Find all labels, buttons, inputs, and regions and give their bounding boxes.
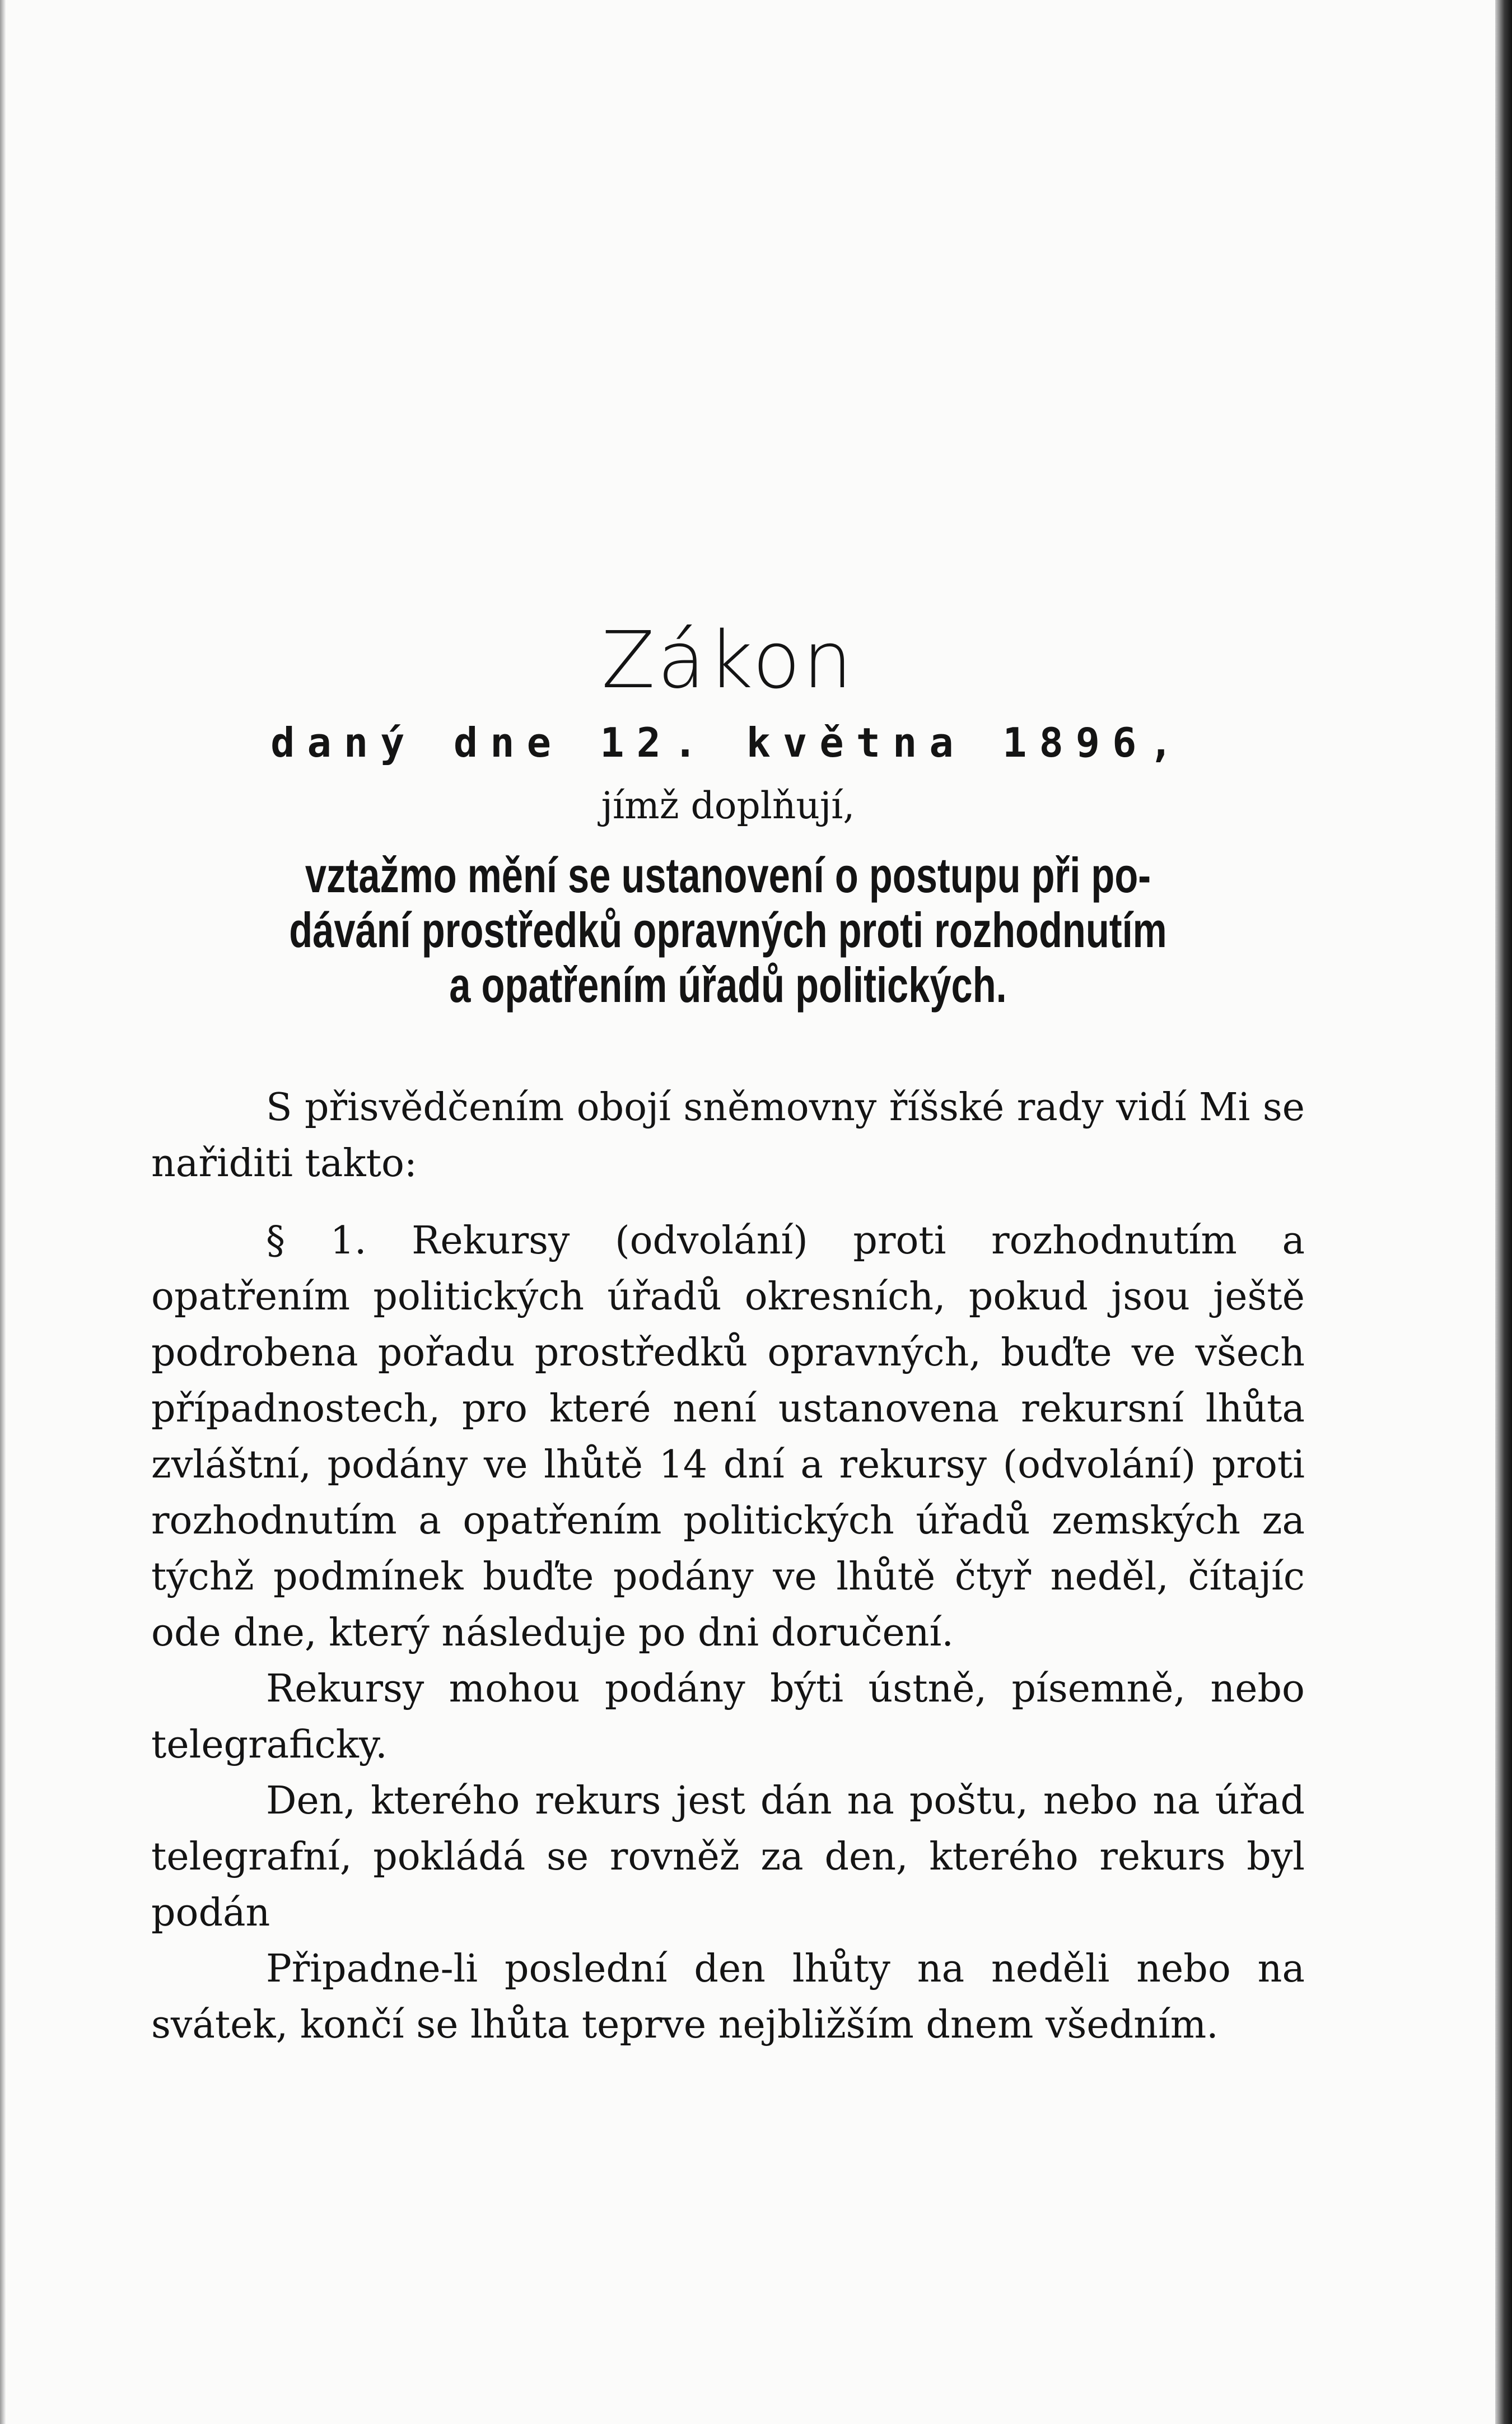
heading-line: a opatřením úřadů politických. [449, 957, 1007, 1013]
document-title: Zákon [601, 615, 855, 706]
body-paragraph: Rekursy mohou podány býti ústně, písemně, nebo telegraficky. [151, 1667, 1305, 1767]
heading-line: dávání prostředků opravných proti rozhodnutím [289, 902, 1167, 958]
law-text-block [151, 615, 1305, 2053]
law-heading [151, 848, 1304, 1013]
preamble-paragraph: S přisvědčením obojí sněmovny říšské rady vidí Mi se nařiditi takto: [151, 1085, 1305, 1186]
connector-line: jímž doplňují, [601, 784, 855, 827]
body-paragraph: Připadne-li poslední den lhůty na neděli nebo na svátek, končí se lhůta teprve nejbližším dnem všedním. [151, 1947, 1305, 2047]
page-right-edge [1495, 0, 1512, 2424]
page-left-edge [0, 0, 6, 2424]
law-body [151, 1080, 1305, 2053]
body-paragraph: Den, kterého rekurs jest dán na poštu, nebo na úřad telegrafní, pokládá se rovněž za den, kterého rekurs byl podán [151, 1779, 1305, 1935]
heading-line: vztažmo mění se ustanovení o postupu při po- [305, 847, 1151, 903]
section-1-paragraph: § 1. Rekursy (odvolání) proti rozhodnutím a opatřením politických úřadů okresních, pokud jsou ještě podrobena pořadu prostředků opravných, buďte ve všech případnostech, pro které není ustanovena rekursní lhůta zvláštní, podány ve lhůtě 14 dní a rekursy (odvolání) proti rozhodnutím a opatřením politických úřadů zemských za týchž podmínek buďte podány ve lhůtě čtyř neděl, čítajíc ode dne, který následuje po dni doručení. [151, 1219, 1305, 1655]
document-date-line: daný dne 12. května 1896, [270, 719, 1186, 766]
